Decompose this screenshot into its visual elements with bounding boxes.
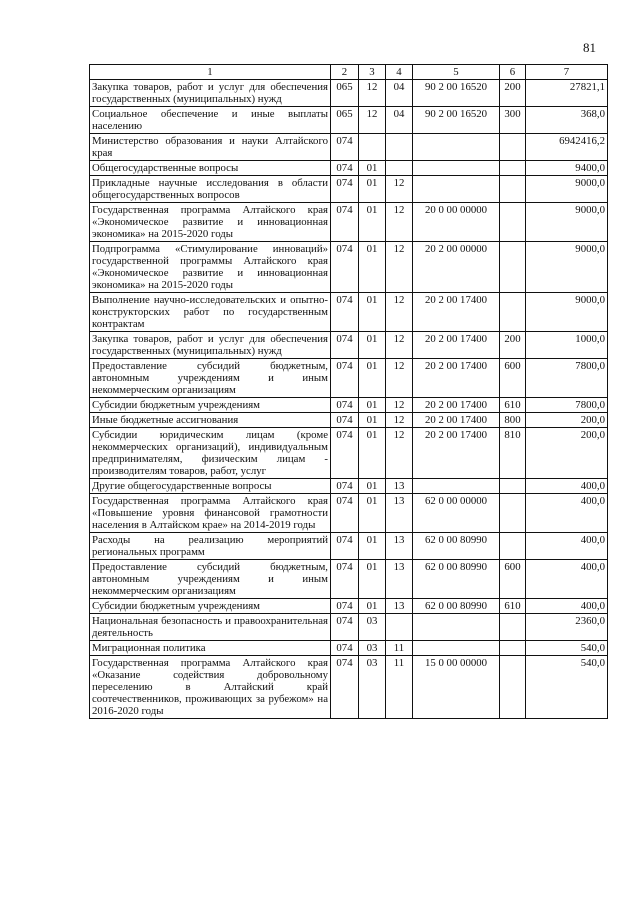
cell-section: 01 [359, 359, 386, 398]
cell-subsection: 12 [386, 428, 413, 479]
cell-ministry-code: 074 [331, 560, 359, 599]
cell-expense-type: 810 [500, 428, 526, 479]
cell-ministry-code: 074 [331, 398, 359, 413]
cell-expense-type: 800 [500, 413, 526, 428]
table-body [90, 80, 608, 719]
cell-expense-type: 200 [500, 332, 526, 359]
cell-subsection: 12 [386, 203, 413, 242]
cell-amount: 400,0 [526, 479, 608, 494]
cell-ministry-code: 074 [331, 656, 359, 719]
cell-expense-type [500, 176, 526, 203]
cell-name: Подпрограмма «Стимулирование инноваций» государственной программы Алтайского края «Экономическое развитие и инновационная экономика» на 2015-2020 годы [90, 242, 331, 293]
table-row [90, 656, 608, 719]
cell-name: Предоставление субсидий бюджетным, автономным учреждениям и иным некоммерческим организациям [90, 359, 331, 398]
table-row [90, 80, 608, 107]
column-header-2: 2 [331, 65, 359, 80]
cell-expense-type [500, 242, 526, 293]
cell-section [359, 134, 386, 161]
cell-amount: 7800,0 [526, 359, 608, 398]
cell-expense-type [500, 494, 526, 533]
cell-expense-type [500, 134, 526, 161]
cell-expense-type [500, 641, 526, 656]
cell-name: Закупка товаров, работ и услуг для обеспечения государственных (муниципальных) нужд [90, 332, 331, 359]
cell-target-article: 62 0 00 80990 [413, 599, 500, 614]
cell-amount: 200,0 [526, 413, 608, 428]
cell-expense-type: 610 [500, 398, 526, 413]
cell-subsection: 12 [386, 398, 413, 413]
cell-ministry-code: 074 [331, 293, 359, 332]
cell-name: Субсидии бюджетным учреждениям [90, 599, 331, 614]
table-row [90, 614, 608, 641]
cell-amount: 400,0 [526, 494, 608, 533]
cell-amount: 540,0 [526, 656, 608, 719]
cell-subsection: 13 [386, 560, 413, 599]
cell-target-article: 20 2 00 17400 [413, 359, 500, 398]
column-header-5: 5 [413, 65, 500, 80]
table-row [90, 494, 608, 533]
budget-table [89, 64, 608, 719]
cell-name: Прикладные научные исследования в области общегосударственных вопросов [90, 176, 331, 203]
cell-section: 12 [359, 80, 386, 107]
column-header-3: 3 [359, 65, 386, 80]
table-row [90, 479, 608, 494]
table-row [90, 242, 608, 293]
cell-ministry-code: 074 [331, 134, 359, 161]
cell-ministry-code: 074 [331, 203, 359, 242]
table-row [90, 599, 608, 614]
cell-name: Субсидии юридическим лицам (кроме некоммерческих организаций), индивидуальным предпринимателям, физическим лицам - производителям товаров, работ, услуг [90, 428, 331, 479]
table-row [90, 413, 608, 428]
cell-section: 01 [359, 599, 386, 614]
cell-target-article [413, 614, 500, 641]
cell-target-article: 20 2 00 00000 [413, 242, 500, 293]
cell-name: Выполнение научно-исследовательских и опытно-конструкторских работ по государственным контрактам [90, 293, 331, 332]
table-header-row [90, 65, 608, 80]
table-row [90, 359, 608, 398]
cell-amount: 9000,0 [526, 242, 608, 293]
cell-subsection: 12 [386, 293, 413, 332]
cell-name: Расходы на реализацию мероприятий региональных программ [90, 533, 331, 560]
cell-name: Миграционная политика [90, 641, 331, 656]
cell-section: 01 [359, 479, 386, 494]
cell-target-article [413, 176, 500, 203]
cell-subsection [386, 161, 413, 176]
cell-subsection: 12 [386, 413, 413, 428]
cell-section: 01 [359, 293, 386, 332]
cell-name: Другие общегосударственные вопросы [90, 479, 331, 494]
cell-ministry-code: 074 [331, 176, 359, 203]
cell-subsection: 04 [386, 80, 413, 107]
cell-amount: 1000,0 [526, 332, 608, 359]
cell-section: 01 [359, 203, 386, 242]
table-row [90, 161, 608, 176]
cell-ministry-code: 074 [331, 428, 359, 479]
cell-subsection: 04 [386, 107, 413, 134]
cell-target-article: 20 2 00 17400 [413, 413, 500, 428]
cell-target-article: 90 2 00 16520 [413, 80, 500, 107]
cell-expense-type [500, 656, 526, 719]
cell-subsection: 13 [386, 479, 413, 494]
cell-ministry-code: 074 [331, 242, 359, 293]
cell-subsection: 12 [386, 176, 413, 203]
column-header-6: 6 [500, 65, 526, 80]
cell-ministry-code: 074 [331, 413, 359, 428]
cell-amount: 9000,0 [526, 176, 608, 203]
cell-expense-type [500, 533, 526, 560]
cell-target-article [413, 641, 500, 656]
cell-target-article: 62 0 00 80990 [413, 560, 500, 599]
cell-name: Предоставление субсидий бюджетным, автономным учреждениям и иным некоммерческим организациям [90, 560, 331, 599]
cell-section: 01 [359, 494, 386, 533]
cell-amount: 368,0 [526, 107, 608, 134]
cell-target-article [413, 134, 500, 161]
table-row [90, 134, 608, 161]
cell-ministry-code: 074 [331, 599, 359, 614]
cell-expense-type: 600 [500, 359, 526, 398]
table-row [90, 398, 608, 413]
cell-section: 03 [359, 641, 386, 656]
cell-target-article: 62 0 00 80990 [413, 533, 500, 560]
table-row [90, 560, 608, 599]
cell-section: 12 [359, 107, 386, 134]
cell-expense-type: 300 [500, 107, 526, 134]
cell-section: 01 [359, 533, 386, 560]
cell-expense-type [500, 479, 526, 494]
cell-subsection: 12 [386, 332, 413, 359]
cell-amount: 200,0 [526, 428, 608, 479]
cell-amount: 2360,0 [526, 614, 608, 641]
cell-target-article [413, 161, 500, 176]
cell-ministry-code: 074 [331, 533, 359, 560]
cell-amount: 540,0 [526, 641, 608, 656]
cell-ministry-code: 074 [331, 614, 359, 641]
cell-subsection: 13 [386, 494, 413, 533]
cell-amount: 7800,0 [526, 398, 608, 413]
cell-target-article: 20 0 00 00000 [413, 203, 500, 242]
cell-subsection: 13 [386, 533, 413, 560]
cell-amount: 400,0 [526, 533, 608, 560]
cell-ministry-code: 074 [331, 479, 359, 494]
cell-ministry-code: 074 [331, 641, 359, 656]
cell-name: Общегосударственные вопросы [90, 161, 331, 176]
cell-ministry-code: 074 [331, 494, 359, 533]
column-header-4: 4 [386, 65, 413, 80]
column-header-1: 1 [90, 65, 331, 80]
cell-ministry-code: 065 [331, 80, 359, 107]
cell-target-article: 90 2 00 16520 [413, 107, 500, 134]
cell-section: 01 [359, 560, 386, 599]
cell-subsection: 11 [386, 656, 413, 719]
table-row [90, 107, 608, 134]
cell-expense-type: 600 [500, 560, 526, 599]
cell-section: 01 [359, 161, 386, 176]
table-row [90, 176, 608, 203]
cell-name: Министерство образования и науки Алтайского края [90, 134, 331, 161]
cell-section: 01 [359, 242, 386, 293]
cell-ministry-code: 074 [331, 359, 359, 398]
cell-name: Национальная безопасность и правоохранительная деятельность [90, 614, 331, 641]
cell-subsection: 13 [386, 599, 413, 614]
cell-target-article: 20 2 00 17400 [413, 398, 500, 413]
cell-target-article: 20 2 00 17400 [413, 293, 500, 332]
cell-amount: 27821,1 [526, 80, 608, 107]
table-row [90, 332, 608, 359]
cell-amount: 9400,0 [526, 161, 608, 176]
cell-subsection [386, 134, 413, 161]
cell-target-article: 20 2 00 17400 [413, 428, 500, 479]
table-row [90, 293, 608, 332]
cell-expense-type: 610 [500, 599, 526, 614]
cell-subsection [386, 614, 413, 641]
cell-amount: 400,0 [526, 560, 608, 599]
table-row [90, 533, 608, 560]
cell-name: Социальное обеспечение и иные выплаты населению [90, 107, 331, 134]
page-number: 81 [583, 40, 596, 55]
cell-section: 01 [359, 332, 386, 359]
cell-section: 01 [359, 176, 386, 203]
cell-name: Закупка товаров, работ и услуг для обеспечения государственных (муниципальных) нужд [90, 80, 331, 107]
cell-section: 01 [359, 398, 386, 413]
cell-expense-type [500, 203, 526, 242]
cell-expense-type [500, 293, 526, 332]
cell-amount: 9000,0 [526, 203, 608, 242]
table-row [90, 641, 608, 656]
cell-name: Субсидии бюджетным учреждениям [90, 398, 331, 413]
cell-subsection: 11 [386, 641, 413, 656]
table-row [90, 203, 608, 242]
table-row [90, 428, 608, 479]
cell-section: 01 [359, 428, 386, 479]
cell-section: 03 [359, 656, 386, 719]
cell-target-article: 20 2 00 17400 [413, 332, 500, 359]
cell-amount: 400,0 [526, 599, 608, 614]
cell-name: Иные бюджетные ассигнования [90, 413, 331, 428]
cell-name: Государственная программа Алтайского края «Экономическое развитие и инновационная экономика» на 2015-2020 годы [90, 203, 331, 242]
column-header-7: 7 [526, 65, 608, 80]
cell-subsection: 12 [386, 242, 413, 293]
cell-expense-type [500, 614, 526, 641]
cell-name: Государственная программа Алтайского края «Оказание содействия добровольному переселению в Алтайский край соотечественников, проживающих за рубежом» на 2016-2020 годы [90, 656, 331, 719]
cell-target-article: 15 0 00 00000 [413, 656, 500, 719]
cell-amount: 9000,0 [526, 293, 608, 332]
cell-subsection: 12 [386, 359, 413, 398]
cell-amount: 6942416,2 [526, 134, 608, 161]
cell-target-article [413, 479, 500, 494]
cell-section: 01 [359, 413, 386, 428]
cell-ministry-code: 065 [331, 107, 359, 134]
cell-expense-type [500, 161, 526, 176]
cell-ministry-code: 074 [331, 161, 359, 176]
cell-expense-type: 200 [500, 80, 526, 107]
cell-ministry-code: 074 [331, 332, 359, 359]
cell-target-article: 62 0 00 00000 [413, 494, 500, 533]
cell-section: 03 [359, 614, 386, 641]
cell-name: Государственная программа Алтайского края «Повышение уровня финансовой грамотности населения в Алтайском крае» на 2014-2019 годы [90, 494, 331, 533]
